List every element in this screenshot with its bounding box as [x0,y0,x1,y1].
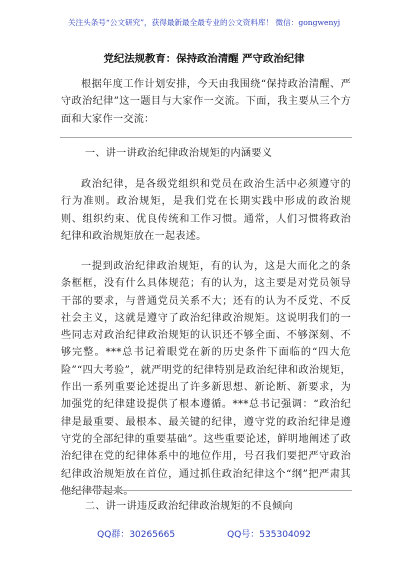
header-promo-note: 关注头条号“公文研究”，获得最新最全最专业的公文资料库！ 微信：gongwenyj [67,18,341,27]
section-heading-2: 二、讲一讲违反政治纪律政治规矩的不良倾向 [85,501,293,512]
footer-qq-number: QQ号：535304092 [227,530,311,540]
document-title: 党纪法规教育：保持政治清醒 严守政治纪律 [103,53,305,65]
section-divider [60,137,352,138]
body-paragraph-1: 政治纪律，是各级党组织和党员在政治生活中必须遵守的行为准则。政治规矩，是我们党在长期实践中形成的政治规则、组织约束、优良传统和工作习惯。通常，人们习惯将政治纪律和政治规矩放在一起表述。 [61,179,351,242]
section-divider [60,490,352,491]
body-paragraph-2: 一提到政治纪律政治规矩，有的认为，这是大而化之的条条框框，没有什么具体规范；有的认为，这主要是对党员领导干部的要求，与普通党员关系不大；还有的认为不反党、不反社会主义，这就是遵守了政治纪律政治规矩。这说明我们的一些同志对政治纪律政治规矩的认识还不够全面、不够深刻、不够完整。***总书记着眼党在新的历史条件下面临的“四大危险”“四大考验”，就严明党的纪律特别是政治纪律和政治规矩，作出一系列重要论述提出了许多新思想、新论断、新要求，为加强党的纪律建设提供了根本遵循。***总书记强调：“政治纪律是最重要、最根本、最关键的纪律，遵守党的政治纪律是遵守党的全部纪律的重要基础”。这些重要论述，鲜明地阐述了政治纪律在党的纪律体系中的地位作用，号召我们要把严守政治纪律政治规矩放在首位，通过抓住政治纪律这个“纲”把严肃其他纪律带起来。 [61,261,351,497]
footer-contact [0,529,408,541]
section-heading-1: 一、讲一讲政治纪律政治规矩的内涵要义 [85,148,273,159]
intro-paragraph: 根据年度工作计划安排，今天由我围绕“保持政治清醒、严守政治纪律”这一题目与大家作一交流。下面，我主要从三个方面和大家作一交流： [61,79,351,125]
footer-qq-group: QQ群：30265665 [97,530,176,540]
